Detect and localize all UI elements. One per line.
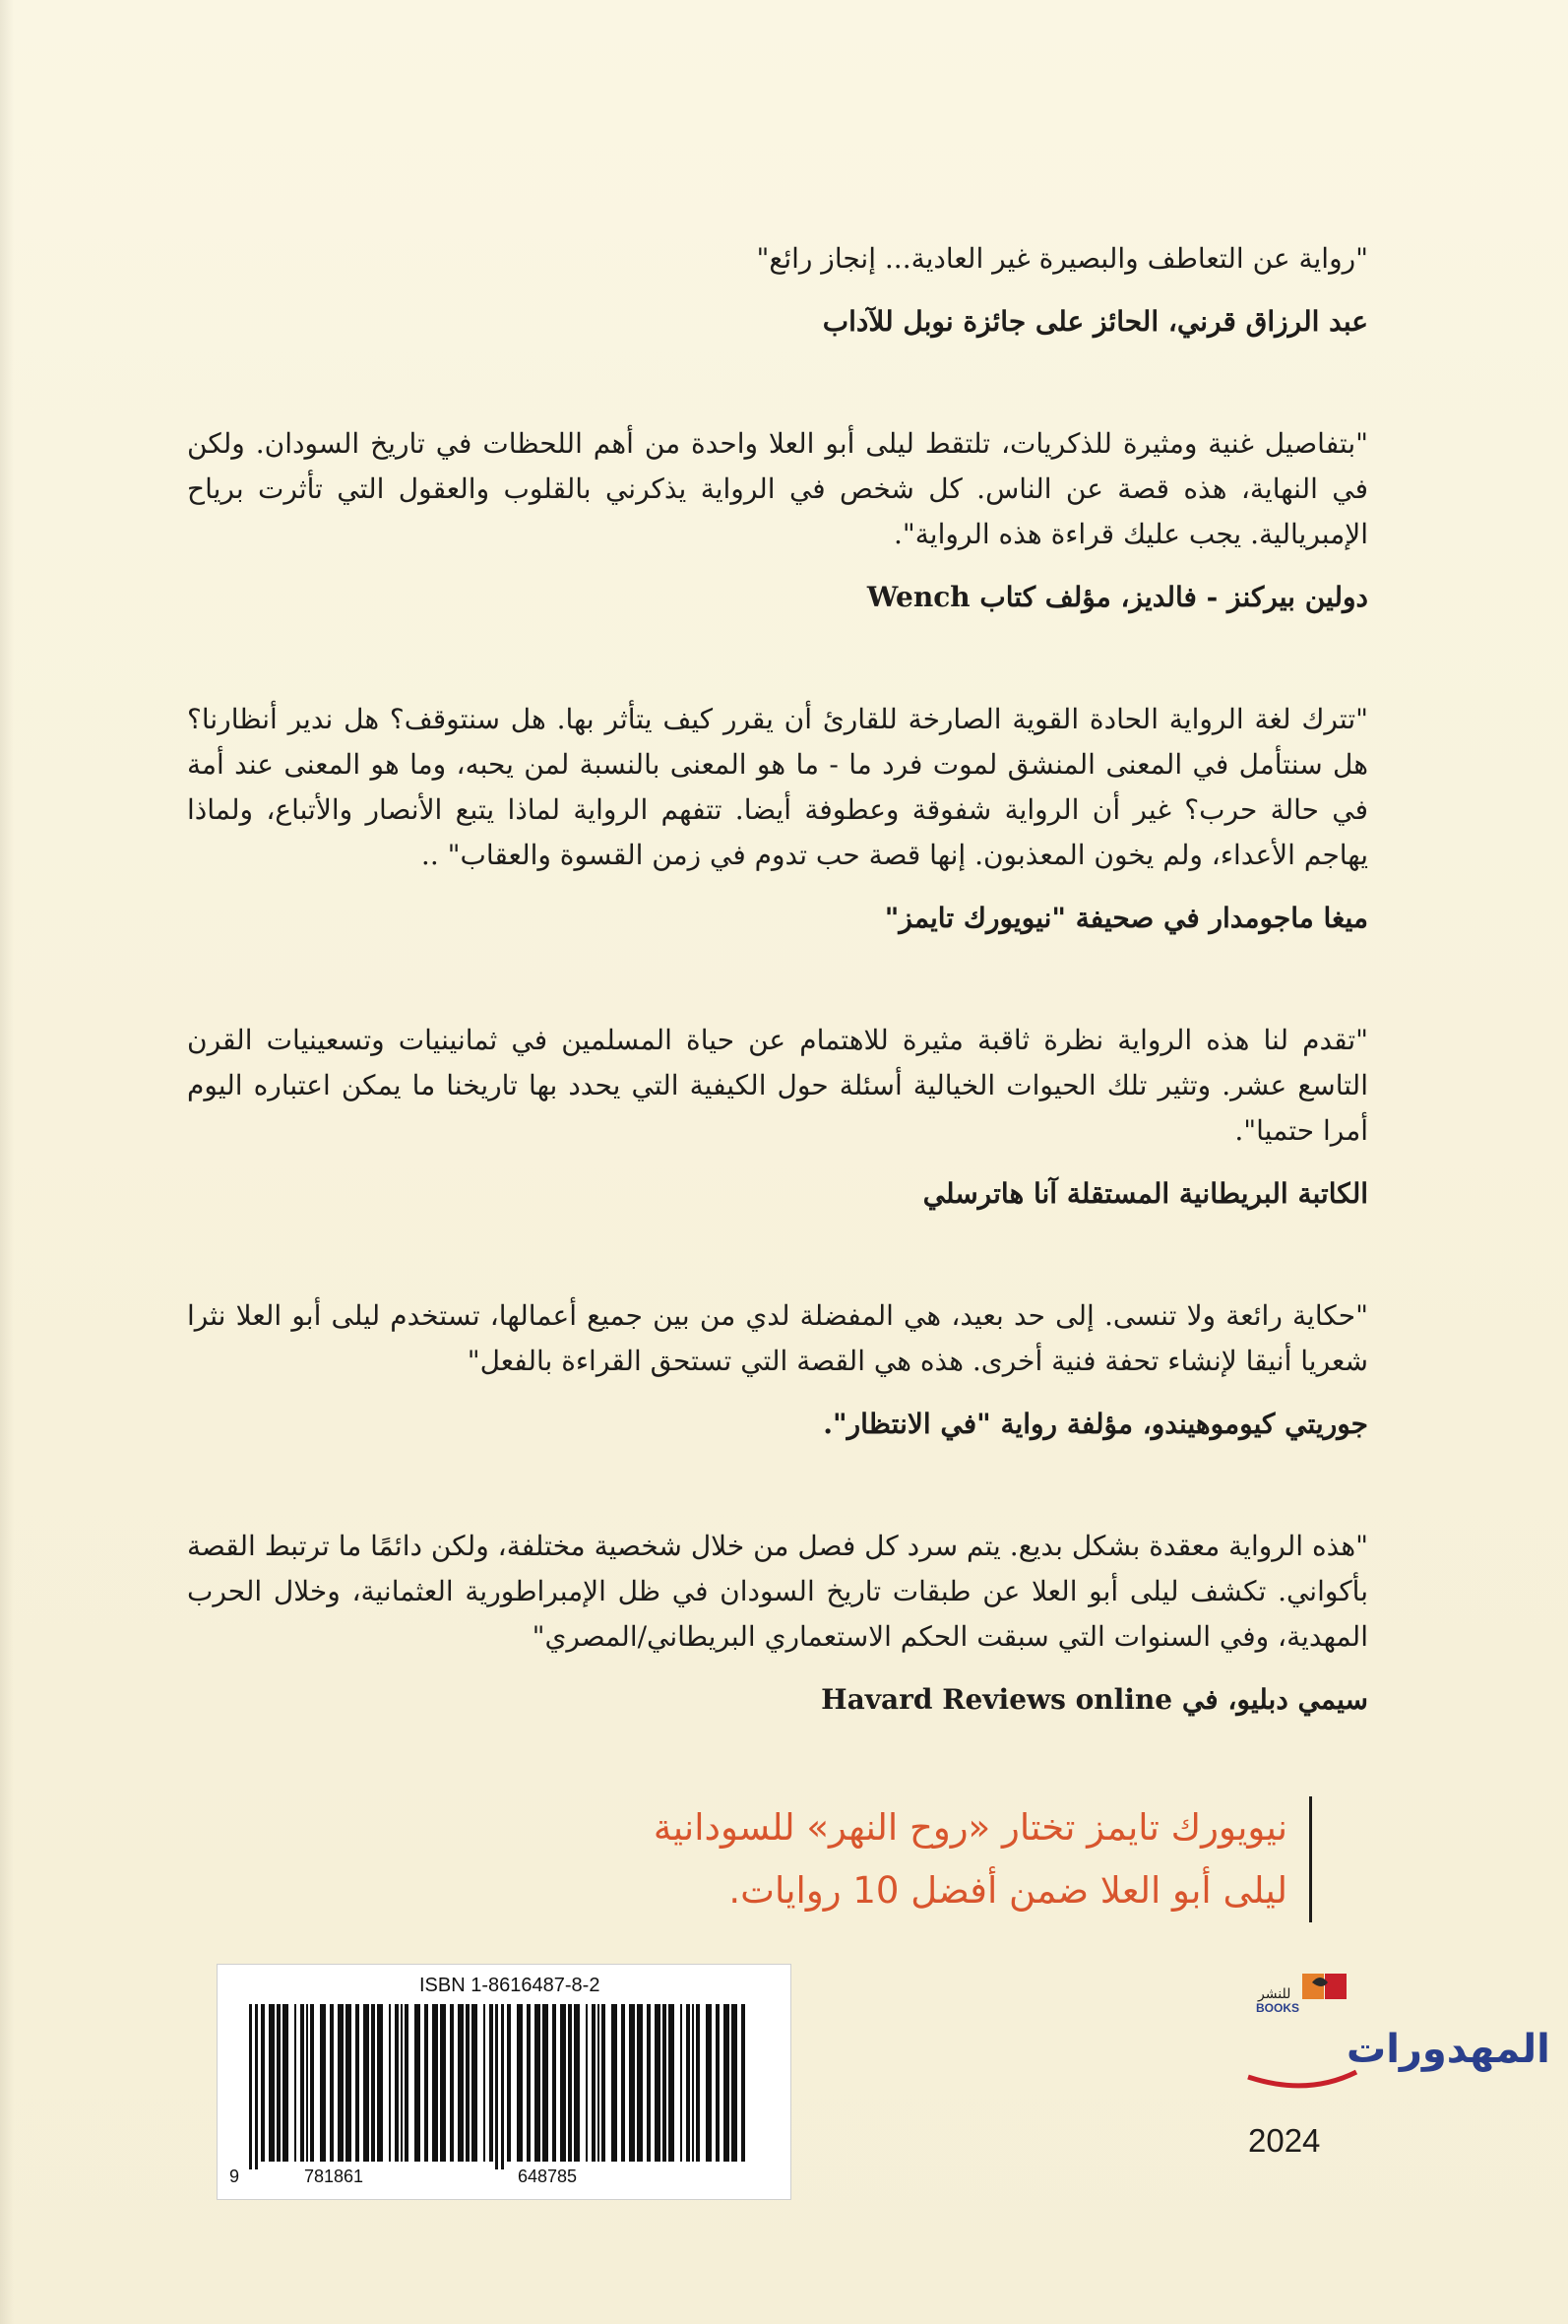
review-author: ميغا ماجومدار في صحيفة "نيويورك تايمز" [884,902,1368,934]
barcode-bar [647,2004,651,2162]
barcode-bar [450,2004,454,2162]
barcode-bars [245,2004,763,2162]
barcode-bar [696,2004,700,2162]
barcode-bar [686,2004,690,2162]
review-author: عبد الرزاق قرني، الحائز على جائزة نوبل للآداب [822,305,1368,338]
review-author: الكاتبة البريطانية المستقلة آنا هاترسلي [922,1177,1368,1210]
barcode-bar [637,2004,643,2162]
barcode-bar [629,2004,635,2162]
barcode-bar [282,2004,288,2162]
barcode-bar [261,2004,265,2162]
barcode-bar [424,2004,428,2162]
barcode-bar [277,2004,281,2162]
logo-red-block [1325,1974,1347,1999]
review-quote: "تقدم لنا هذه الرواية نظرة ثاقبة مثيرة للاهتمام عن حياة المسلمين في ثمانينيات وتسعينيات القرن التاسع عشر. وتثير تلك الحيوات الخيالية أسئلة حول الكيفية التي يحدد بها تاريخنا ما يمكن اعتباره اليوم أمرا حتميا". [187,1024,1368,1147]
logo-small-en: BOOKS [1256,2001,1300,2015]
barcode-bar [527,2004,531,2162]
isbn-barcode [217,1964,791,2200]
barcode-bar [432,2004,438,2162]
barcode-bar [466,2004,470,2162]
barcode-guard-bar [501,2004,504,2169]
barcode-bar [471,2004,477,2162]
barcode-bar [706,2004,712,2162]
barcode-bar [731,2004,737,2162]
barcode-bar [611,2004,617,2162]
barcode-digit-first: 9 [229,2167,240,2186]
barcode-bar [483,2004,485,2162]
barcode-bar [300,2004,304,2162]
review-author [187,575,1368,620]
barcode-bar [517,2004,523,2162]
publication-year: 2024 [1248,2122,1321,2159]
barcode-digits-right: 648785 [518,2167,578,2186]
barcode-bar [355,2004,359,2162]
barcode-bar [668,2004,674,2162]
review-source: Havard Reviews online [821,1683,1173,1716]
barcode-bar [405,2004,408,2162]
barcode-bar [395,2004,399,2162]
review-quote: "تترك لغة الرواية الحادة القوية الصارخة للقارئ أن يقرر كيف يتأثر بها. هل سنتوقف؟ هل ندير أنظارنا؟ هل سنتأمل في المعنى المنشق لموت فرد ما - ما هو المعنى بالنسبة لمن يحبه، وما هو المعنى عند أمة في حالة حرب؟ غير أن الرواية شفوقة وعطوفة أيضا. تتفهم الرواية لماذا يتبع الأنصار والأتباع، ولماذا يهاجم الأعداء، ولم يخون المعذبون. إنها قصة حب تدوم في زمن القسوة والعقاب" .. [187,703,1368,871]
barcode-bar [377,2004,383,2162]
barcode-bar [574,2004,580,2162]
barcode-bar [601,2004,605,2162]
barcode-bar [560,2004,566,2162]
logo-small-ar: للنشر [1258,1986,1291,2002]
review-6 [187,1524,1368,1723]
barcode-bar [692,2004,694,2162]
barcode-guard-bar [249,2004,252,2169]
review-author [187,1677,1368,1723]
promo-block [654,1796,1312,1922]
logo-orange-block [1302,1974,1324,1999]
spine-shadow [0,0,14,2324]
barcode-bar [389,2004,391,2162]
review-author: جوريتي كيوموهيندو، مؤلفة رواية "في الانتظار". [823,1408,1368,1440]
barcode-bar [542,2004,548,2162]
barcode-bar [568,2004,572,2162]
barcode-bar [621,2004,625,2162]
barcode-guard-bar [495,2004,498,2169]
barcode-bar [338,2004,344,2162]
promo-line-1: نيويورك تايمز تختار «روح النهر» للسودانية [653,1806,1287,1849]
barcode-bar [363,2004,369,2162]
barcode-bar [294,2004,296,2162]
barcode-digits-left: 781861 [304,2167,364,2186]
review-3 [187,697,1368,941]
barcode-bar [723,2004,729,2162]
review-author-name: سيمي دبليو، في [1181,1683,1368,1716]
review-book-title: Wench [866,581,971,613]
barcode-bar [306,2004,308,2162]
review-5 [187,1293,1368,1447]
barcode-bar [269,2004,275,2162]
barcode-bar [310,2004,314,2162]
barcode-bar [586,2004,588,2162]
barcode-bar [330,2004,334,2162]
promo-line-2: ليلى أبو العلا ضمن أفضل 10 روايات. [728,1869,1287,1912]
review-2 [187,421,1368,620]
barcode-bar [345,2004,351,2162]
isbn-label: ISBN 1-8616487-8-2 [419,1975,600,1996]
barcode-bar [371,2004,375,2162]
barcode-bar [401,2004,403,2162]
review-quote: "هذه الرواية معقدة بشكل بديع. يتم سرد كل فصل من خلال شخصية مختلفة، ولكن دائمًا ما ترتبط القصة بأكواني. تكشف ليلى أبو العلا عن طبقات تاريخ السودان في ظل الإمبراطورية العثمانية، وخلال الحرب المهدية، وفي السنوات التي سبقت الحكم الاستعماري البريطاني/المصري" [187,1530,1368,1653]
barcode-bar [552,2004,556,2162]
barcode-bar [592,2004,596,2162]
barcode-bar [597,2004,599,2162]
barcode-bar [680,2004,682,2162]
review-1 [187,236,1368,345]
barcode-bar [414,2004,420,2162]
review-quote: "حكاية رائعة ولا تنسى. إلى حد بعيد، هي المفضلة لدي من بين جميع أعمالها، تستخدم ليلى أبو العلا نثرا شعريا أنيقا لإنشاء تحفة فنية أخرى. هذه هي القصة التي تستحق القراءة بالفعل" [187,1299,1368,1377]
review-quote: "رواية عن التعاطف والبصيرة غير العادية... إنجاز رائع" [756,242,1368,275]
barcode-bar [458,2004,464,2162]
review-author-name: دولين بيركنز - فالديز، مؤلف كتاب [979,581,1368,613]
barcode-guard-bar [255,2004,258,2169]
barcode-bar [440,2004,446,2162]
barcode-bar [662,2004,666,2162]
logo-wordmark: المهدورات [1347,2027,1550,2072]
logo-swoosh-icon [1248,2072,1356,2086]
review-quote: "بتفاصيل غنية ومثيرة للذكريات، تلتقط ليلى أبو العلا واحدة من أهم اللحظات في تاريخ السودان. ولكن في النهاية، هذه قصة عن الناس. كل شخص في الرواية يذكرني بالقلوب والعقول التي تأثرت برياح الإمبريالية. يجب عليك قراءة هذه الرواية". [187,427,1369,550]
barcode-bar [716,2004,720,2162]
review-4 [187,1018,1368,1217]
barcode-bar [489,2004,493,2162]
barcode-bar [741,2004,745,2162]
barcode-bar [320,2004,326,2162]
barcode-bar [507,2004,511,2162]
barcode-bar [655,2004,660,2162]
reviews-column [187,236,1368,1723]
barcode-bar [534,2004,540,2162]
